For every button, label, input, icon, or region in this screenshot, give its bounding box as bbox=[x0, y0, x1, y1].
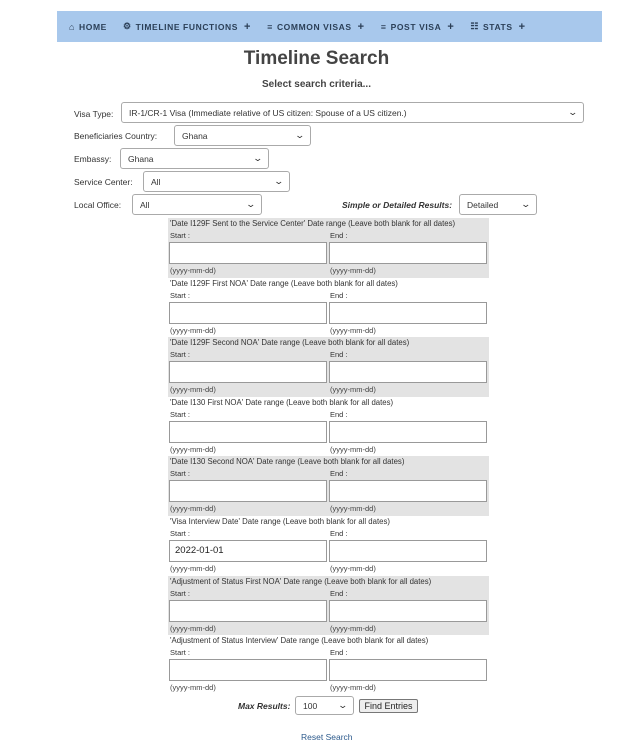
nav-home[interactable] bbox=[69, 22, 107, 32]
home-icon: ⌂ bbox=[69, 21, 76, 32]
date-range-title: 'Date I130 Second NOA' Date range (Leave both blank for all dates) bbox=[170, 457, 405, 467]
date-range-i129f-second-noa bbox=[168, 337, 489, 397]
end-date-input[interactable] bbox=[329, 242, 487, 264]
start-label: Start : bbox=[170, 528, 191, 538]
plus-icon: + bbox=[357, 20, 365, 33]
date-range-title: 'Date I129F Second NOA' Date range (Leave both blank for all dates) bbox=[170, 338, 410, 348]
date-format-hint: (yyyy-mm-dd) bbox=[170, 325, 216, 335]
visa-type-value: IR-1/CR-1 Visa (Immediate relative of US citizen: Spouse of a US citizen.) bbox=[129, 107, 407, 118]
chevron-down-icon: ⌄ bbox=[520, 199, 532, 209]
start-label: Start : bbox=[170, 648, 191, 658]
start-date-input[interactable] bbox=[169, 480, 327, 502]
date-format-hint: (yyyy-mm-dd) bbox=[170, 504, 216, 514]
date-range-aos-interview bbox=[168, 635, 489, 695]
date-range-title: 'Date I129F Sent to the Service Center' Date range (Leave both blank for all dates) bbox=[170, 219, 456, 228]
end-label: End : bbox=[330, 588, 348, 598]
end-date-input[interactable] bbox=[329, 540, 487, 562]
beneficiary-country-label: Beneficiaries Country: bbox=[74, 131, 158, 141]
gear-icon: ⚙ bbox=[122, 21, 132, 31]
start-date-input[interactable] bbox=[169, 361, 327, 383]
max-results-select[interactable] bbox=[295, 696, 354, 715]
beneficiary-country-select[interactable] bbox=[174, 125, 311, 146]
chevron-down-icon: ⌄ bbox=[245, 199, 257, 209]
nav-home-label: HOME bbox=[79, 21, 107, 32]
start-label: Start : bbox=[170, 350, 191, 360]
chevron-down-icon: ⌄ bbox=[273, 176, 285, 186]
start-date-input[interactable]: 2022-01-01 bbox=[169, 540, 327, 562]
nav-post-visa-label: POST VISA bbox=[390, 21, 442, 32]
end-label: End : bbox=[330, 648, 348, 658]
end-date-input[interactable] bbox=[329, 302, 487, 324]
end-label: End : bbox=[330, 231, 348, 240]
visa-type-label: Visa Type: bbox=[74, 109, 114, 119]
embassy-select[interactable] bbox=[120, 148, 269, 169]
date-format-hint: (yyyy-mm-dd) bbox=[170, 563, 216, 573]
date-format-hint: (yyyy-mm-dd) bbox=[170, 444, 216, 454]
page-title: Timeline Search bbox=[243, 48, 390, 69]
end-date-input[interactable] bbox=[329, 600, 487, 622]
date-range-title: 'Visa Interview Date' Date range (Leave both blank for all dates) bbox=[170, 516, 390, 526]
date-format-hint: (yyyy-mm-dd) bbox=[330, 385, 376, 395]
start-label: Start : bbox=[170, 290, 191, 300]
nav-common-visas[interactable] bbox=[267, 21, 365, 33]
start-label: Start : bbox=[170, 588, 191, 598]
date-format-hint: (yyyy-mm-dd) bbox=[170, 385, 216, 395]
chevron-down-icon: ⌄ bbox=[294, 130, 306, 140]
local-office-label: Local Office: bbox=[74, 200, 122, 210]
max-results-label: Max Results: bbox=[238, 701, 291, 711]
end-label: End : bbox=[330, 409, 348, 419]
nav-stats[interactable] bbox=[470, 21, 525, 33]
date-format-hint: (yyyy-mm-dd) bbox=[330, 683, 376, 693]
end-date-input[interactable] bbox=[329, 421, 487, 443]
top-nav-bar bbox=[57, 11, 602, 42]
date-range-section bbox=[168, 218, 489, 695]
date-format-hint: (yyyy-mm-dd) bbox=[170, 266, 216, 275]
start-label: Start : bbox=[170, 231, 191, 240]
bar-chart-icon: ☷ bbox=[470, 21, 480, 31]
beneficiary-country-value: Ghana bbox=[182, 130, 208, 141]
start-date-input[interactable] bbox=[169, 242, 327, 264]
nav-timeline-functions[interactable] bbox=[123, 21, 251, 33]
visa-type-select[interactable] bbox=[121, 102, 584, 123]
list-icon: ≡ bbox=[267, 21, 273, 32]
end-date-input[interactable] bbox=[329, 361, 487, 383]
end-date-input[interactable] bbox=[329, 480, 487, 502]
date-range-i129f-sent bbox=[168, 218, 489, 278]
end-date-input[interactable] bbox=[329, 659, 487, 681]
start-date-input[interactable] bbox=[169, 600, 327, 622]
date-format-hint: (yyyy-mm-dd) bbox=[330, 504, 376, 514]
chevron-down-icon: ⌄ bbox=[337, 700, 349, 710]
local-office-value: All bbox=[140, 199, 150, 210]
date-format-hint: (yyyy-mm-dd) bbox=[330, 623, 376, 633]
embassy-value: Ghana bbox=[128, 153, 154, 164]
start-date-input[interactable] bbox=[169, 659, 327, 681]
date-format-hint: (yyyy-mm-dd) bbox=[170, 683, 216, 693]
start-date-input[interactable] bbox=[169, 302, 327, 324]
end-label: End : bbox=[330, 469, 348, 479]
date-format-hint: (yyyy-mm-dd) bbox=[330, 444, 376, 454]
nav-common-visas-label: COMMON VISAS bbox=[276, 21, 352, 32]
end-label: End : bbox=[330, 528, 348, 538]
date-range-i130-second-noa bbox=[168, 456, 489, 516]
date-range-title: 'Date I129F First NOA' Date range (Leave both blank for all dates) bbox=[170, 278, 398, 288]
reset-search-link[interactable]: Reset Search bbox=[301, 732, 353, 742]
end-label: End : bbox=[330, 350, 348, 360]
date-range-aos-first-noa bbox=[168, 576, 489, 636]
start-label: Start : bbox=[170, 469, 191, 479]
chevron-down-icon: ⌄ bbox=[252, 153, 264, 163]
date-format-hint: (yyyy-mm-dd) bbox=[330, 563, 376, 573]
max-results-value: 100 bbox=[303, 700, 318, 711]
date-format-hint: (yyyy-mm-dd) bbox=[330, 266, 376, 275]
nav-stats-label: STATS bbox=[483, 21, 513, 32]
start-date-input[interactable] bbox=[169, 421, 327, 443]
local-office-select[interactable] bbox=[132, 194, 262, 215]
end-label: End : bbox=[330, 290, 348, 300]
date-format-hint: (yyyy-mm-dd) bbox=[170, 623, 216, 633]
service-center-value: All bbox=[151, 176, 161, 187]
date-range-title: 'Adjustment of Status Interview' Date range (Leave both blank for all dates) bbox=[170, 636, 429, 646]
plus-icon: + bbox=[244, 20, 252, 33]
date-range-visa-interview bbox=[168, 516, 489, 576]
page-subtitle: Select search criteria... bbox=[262, 79, 371, 90]
service-center-label: Service Center: bbox=[74, 177, 133, 187]
plus-icon: + bbox=[518, 20, 526, 33]
list-icon: ≡ bbox=[380, 21, 387, 32]
results-mode-value: Detailed bbox=[467, 199, 499, 210]
embassy-label: Embassy: bbox=[74, 154, 112, 164]
service-center-select[interactable] bbox=[143, 171, 290, 192]
date-range-i129f-first-noa bbox=[168, 278, 489, 338]
date-range-i130-first-noa bbox=[168, 397, 489, 457]
plus-icon: + bbox=[447, 20, 455, 33]
date-format-hint: (yyyy-mm-dd) bbox=[330, 325, 376, 335]
results-mode-label: Simple or Detailed Results: bbox=[342, 200, 453, 210]
results-mode-select[interactable] bbox=[459, 194, 537, 215]
date-range-title: 'Date I130 First NOA' Date range (Leave both blank for all dates) bbox=[170, 397, 394, 407]
nav-post-visa[interactable] bbox=[381, 21, 455, 33]
find-entries-button[interactable]: Find Entries bbox=[359, 699, 418, 713]
date-range-title: 'Adjustment of Status First NOA' Date range (Leave both blank for all dates) bbox=[170, 576, 432, 586]
start-label: Start : bbox=[170, 409, 191, 419]
chevron-down-icon: ⌄ bbox=[567, 107, 579, 117]
nav-timeline-functions-label: TIMELINE FUNCTIONS bbox=[135, 21, 239, 32]
